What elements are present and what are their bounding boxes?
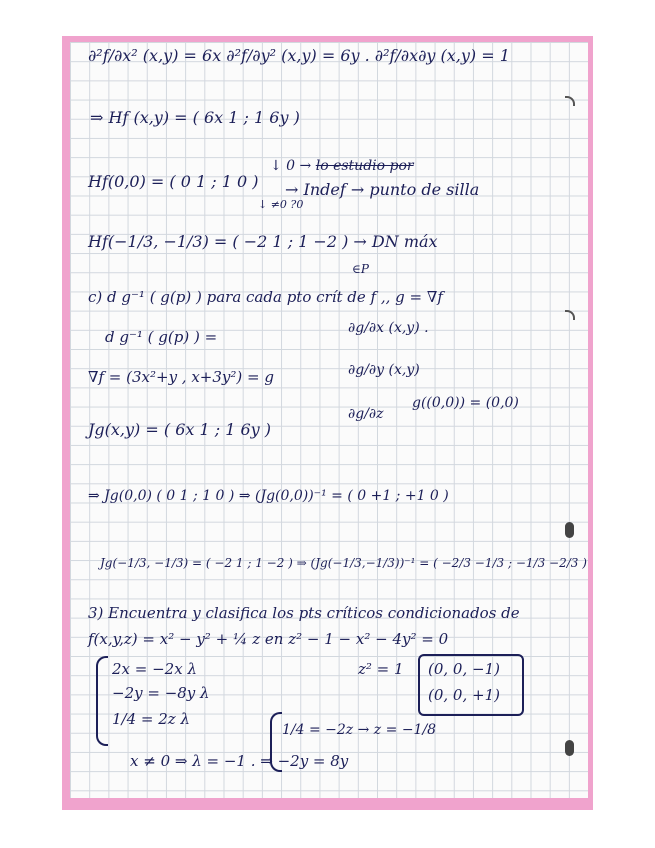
indef-saddle-line: → Indef → punto de silla (285, 180, 480, 199)
gradient-line: ∇f = (3x²+y , x+3y²) = g (88, 368, 274, 386)
partial-gy-line: ∂g/∂y (x,y) (348, 362, 420, 378)
jacobian-general-line: Jg(x,y) = ( 6x 1 ; 1 6y ) (88, 420, 272, 439)
nonzero-note: ↓ ≠0 ?0 (258, 198, 304, 211)
g-origin-line: g((0,0)) = (0,0) (412, 395, 519, 411)
function-constraint-line: f(x,y,z) = x² − y² + ¼ z en z² − 1 − x² − 4y² = 0 (88, 630, 449, 648)
eq-z-line: 1/4 = 2z λ (112, 710, 190, 728)
eq-y-line: −2y = −8y λ (112, 684, 210, 702)
p-mark: ∈P (352, 262, 369, 276)
point-plus-one: (0, 0, +1) (428, 686, 500, 704)
eq-x-line: 2x = −2x λ (112, 660, 197, 678)
inverse-at-point-line: d g⁻¹ ( g(p) ) = (105, 328, 218, 346)
struck-prefix: ↓ 0 → (270, 158, 312, 174)
binder-hole-1 (565, 522, 574, 538)
sub-eq-z-line: 1/4 = −2z → z = −1/8 (282, 722, 437, 738)
system-brace (96, 656, 108, 746)
part-c-title-line: c) d g⁻¹ ( g(p) ) para cada pto crít de f ,, g = ∇f (88, 288, 443, 306)
struck-note (270, 158, 414, 174)
z-squared-line: z² = 1 (358, 660, 404, 678)
hessian-third-point-line: Hf(−1/3, −1/3) = ( −2 1 ; 1 −2 ) → DN máx (88, 232, 438, 251)
jacobian-origin-line: ⇒ Jg(0,0) ( 0 1 ; 1 0 ) ⇒ (Jg(0,0))⁻¹ = ( 0 +1 ; +1 0 ) (88, 488, 449, 504)
partial-gx-line: ∂g/∂x (x,y) . (348, 320, 429, 336)
struck-text: lo estudio por (315, 158, 414, 174)
hessian-general-line: ⇒ Hf (x,y) = ( 6x 1 ; 1 6y ) (90, 108, 300, 127)
lambda-conclusion-line: x ≠ 0 ⇒ λ = −1 . ⇒ −2y = 8y (130, 752, 349, 770)
second-derivatives-line: ∂²f/∂x² (x,y) = 6x ∂²f/∂y² (x,y) = 6y . ∂²f/∂x∂y (x,y) = 1 (88, 46, 510, 65)
hessian-origin-line: Hf(0,0) = ( 0 1 ; 1 0 ) (88, 172, 259, 191)
binder-hole-2 (565, 740, 574, 756)
partial-gz-line: ∂g/∂z (348, 406, 384, 422)
exercise-3-title: 3) Encuentra y clasifica los pts críticos condicionados de (88, 604, 520, 622)
point-minus-one: (0, 0, −1) (428, 660, 500, 678)
jacobian-third-point-line: Jg(−1/3, −1/3) = ( −2 1 ; 1 −2 ) ⇒ (Jg(−1/3,−1/3))⁻¹ = ( −2/3 −1/3 ; −1/3 −2/3 ) (100, 556, 587, 570)
